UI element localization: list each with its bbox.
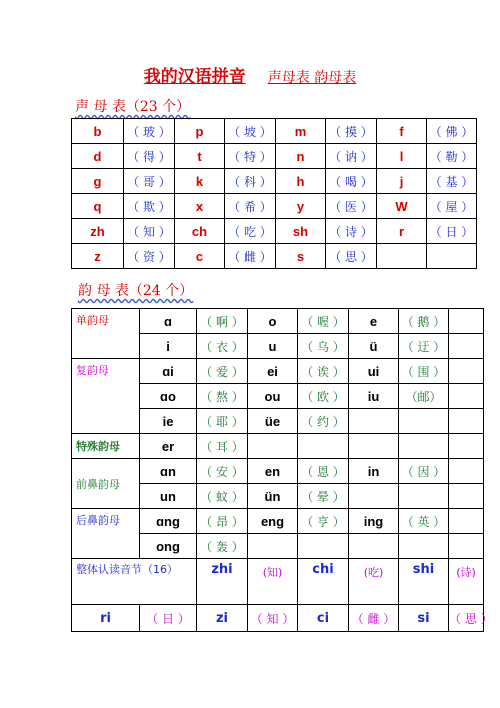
hanzi-cell: （ 诶 ） bbox=[298, 359, 349, 384]
hanzi-cell: （ 日 ） bbox=[140, 605, 197, 632]
pinyin-cell: l bbox=[377, 144, 427, 169]
yunmu-table bbox=[71, 308, 493, 632]
pinyin-cell: sh bbox=[276, 219, 326, 244]
pinyin-cell: q bbox=[72, 194, 124, 219]
hanzi-cell bbox=[399, 534, 449, 559]
table-row bbox=[72, 169, 477, 194]
pinyin-cell: ɑi bbox=[140, 359, 197, 384]
pinyin-cell: zhi bbox=[197, 559, 248, 605]
pinyin-cell: üe bbox=[248, 409, 298, 434]
hanzi-cell: （ 爱 ） bbox=[197, 359, 248, 384]
hanzi-cell: （ 日 ） bbox=[427, 219, 477, 244]
hanzi-cell: （ 衣 ） bbox=[197, 334, 248, 359]
pinyin-cell: b bbox=[72, 119, 124, 144]
pinyin-cell: s bbox=[276, 244, 326, 269]
hanzi-cell: （ 思 ） bbox=[449, 605, 484, 632]
hanzi-cell: （ 乌 ） bbox=[298, 334, 349, 359]
pinyin-cell: chi bbox=[298, 559, 349, 605]
pinyin-cell: eng bbox=[248, 509, 298, 534]
hanzi-cell: （ 诗 ） bbox=[326, 219, 377, 244]
hanzi-cell: （ 知 ） bbox=[248, 605, 298, 632]
page-title bbox=[0, 62, 500, 87]
empty-cell bbox=[449, 509, 484, 534]
table-row bbox=[72, 559, 484, 605]
pinyin-cell: m bbox=[276, 119, 326, 144]
pinyin-cell: f bbox=[377, 119, 427, 144]
table-row bbox=[72, 459, 484, 484]
hanzi-cell bbox=[298, 434, 349, 459]
hanzi-cell: （ 希 ） bbox=[225, 194, 276, 219]
pinyin-cell bbox=[349, 409, 399, 434]
hanzi-cell: （ 啊 ） bbox=[197, 309, 248, 334]
pinyin-cell bbox=[248, 434, 298, 459]
hanzi-cell: （ 因 ） bbox=[399, 459, 449, 484]
pinyin-cell: e bbox=[349, 309, 399, 334]
hanzi-cell: (吃) bbox=[349, 559, 399, 605]
shengmu-title: 声 母 表（23 个） bbox=[75, 99, 191, 115]
hanzi-cell: （ 屋 ） bbox=[427, 194, 477, 219]
hanzi-cell: （ 得 ） bbox=[124, 144, 175, 169]
hanzi-cell: （邮） bbox=[399, 384, 449, 409]
hanzi-cell: （ 基 ） bbox=[427, 169, 477, 194]
pinyin-cell: r bbox=[377, 219, 427, 244]
pinyin-cell: ɑn bbox=[140, 459, 197, 484]
hanzi-cell bbox=[427, 244, 477, 269]
pinyin-cell: u bbox=[248, 334, 298, 359]
yunmu-title: 韵 母 表（24 个） bbox=[78, 283, 194, 299]
group-label: 单韵母 bbox=[72, 309, 140, 359]
hanzi-cell: （ 讷 ） bbox=[326, 144, 377, 169]
hanzi-cell: （ 吃 ） bbox=[225, 219, 276, 244]
pinyin-cell: si bbox=[399, 605, 449, 632]
hanzi-cell: （ 欧 ） bbox=[298, 384, 349, 409]
hanzi-cell: （ 欺 ） bbox=[124, 194, 175, 219]
pinyin-cell: ei bbox=[248, 359, 298, 384]
hanzi-cell: (知) bbox=[248, 559, 298, 605]
pinyin-cell: ong bbox=[140, 534, 197, 559]
pinyin-cell: k bbox=[175, 169, 225, 194]
hanzi-cell: （ 轰 ） bbox=[197, 534, 248, 559]
table-row bbox=[72, 509, 484, 534]
group-label: 复韵母 bbox=[72, 359, 140, 434]
hanzi-cell: （ 蚊 ） bbox=[197, 484, 248, 509]
hanzi-cell: （ 亨 ） bbox=[298, 509, 349, 534]
table-row bbox=[72, 194, 477, 219]
hanzi-cell: （ 坡 ） bbox=[225, 119, 276, 144]
hanzi-cell: （ 熬 ） bbox=[197, 384, 248, 409]
hanzi-cell: （ 玻 ） bbox=[124, 119, 175, 144]
pinyin-cell: er bbox=[140, 434, 197, 459]
pinyin-cell: ui bbox=[349, 359, 399, 384]
hanzi-cell: （ 安 ） bbox=[197, 459, 248, 484]
pinyin-cell: ri bbox=[72, 605, 140, 632]
table-row bbox=[72, 359, 484, 384]
table-row bbox=[72, 144, 477, 169]
empty-cell bbox=[449, 334, 484, 359]
pinyin-cell: ün bbox=[248, 484, 298, 509]
hanzi-cell: （ 喝 ） bbox=[326, 169, 377, 194]
pinyin-cell: z bbox=[72, 244, 124, 269]
hanzi-cell: （ 耶 ） bbox=[197, 409, 248, 434]
table-row bbox=[72, 434, 484, 459]
pinyin-cell: j bbox=[377, 169, 427, 194]
group-label: 前鼻韵母 bbox=[72, 459, 140, 509]
hanzi-cell: （ 耳 ） bbox=[197, 434, 248, 459]
empty-cell bbox=[449, 384, 484, 409]
table-row bbox=[72, 119, 477, 144]
empty-cell bbox=[449, 409, 484, 434]
pinyin-cell: shi bbox=[399, 559, 449, 605]
hanzi-cell: （ 恩 ） bbox=[298, 459, 349, 484]
title-main: 我的汉语拼音 bbox=[143, 67, 246, 87]
table-row bbox=[72, 605, 484, 632]
group-label: 后鼻韵母 bbox=[72, 509, 140, 559]
empty-cell bbox=[449, 359, 484, 384]
pinyin-cell: ɑ bbox=[140, 309, 197, 334]
pinyin-cell: en bbox=[248, 459, 298, 484]
empty-cell bbox=[449, 309, 484, 334]
pinyin-cell: ɑng bbox=[140, 509, 197, 534]
hanzi-cell: （ 约 ） bbox=[298, 409, 349, 434]
table-row bbox=[72, 309, 484, 334]
pinyin-cell: in bbox=[349, 459, 399, 484]
hanzi-cell: （ 昂 ） bbox=[197, 509, 248, 534]
hanzi-cell: (诗) bbox=[449, 559, 484, 605]
hanzi-cell: （ 鹅 ） bbox=[399, 309, 449, 334]
hanzi-cell bbox=[399, 484, 449, 509]
pinyin-cell bbox=[248, 534, 298, 559]
hanzi-cell: （ 英 ） bbox=[399, 509, 449, 534]
hanzi-cell: （ 知 ） bbox=[124, 219, 175, 244]
pinyin-cell bbox=[349, 534, 399, 559]
pinyin-cell: ü bbox=[349, 334, 399, 359]
empty-cell bbox=[449, 459, 484, 484]
group-label: 特殊韵母 bbox=[72, 434, 140, 459]
pinyin-cell: o bbox=[248, 309, 298, 334]
table-row bbox=[72, 219, 477, 244]
pinyin-cell: y bbox=[276, 194, 326, 219]
hanzi-cell: （ 雌 ） bbox=[349, 605, 399, 632]
pinyin-cell: ing bbox=[349, 509, 399, 534]
pinyin-cell: t bbox=[175, 144, 225, 169]
hanzi-cell: （ 围 ） bbox=[399, 359, 449, 384]
hanzi-cell: （ 迂 ） bbox=[399, 334, 449, 359]
hanzi-cell: （ 佛 ） bbox=[427, 119, 477, 144]
title-sub: 声母表 韵母表 bbox=[267, 70, 357, 86]
hanzi-cell: （ 喔 ） bbox=[298, 309, 349, 334]
pinyin-cell: ie bbox=[140, 409, 197, 434]
hanzi-cell bbox=[399, 434, 449, 459]
pinyin-cell: p bbox=[175, 119, 225, 144]
hanzi-cell: （ 雌 ） bbox=[225, 244, 276, 269]
hanzi-cell: （ 医 ） bbox=[326, 194, 377, 219]
hanzi-cell: （ 科 ） bbox=[225, 169, 276, 194]
pinyin-cell: iu bbox=[349, 384, 399, 409]
empty-cell bbox=[449, 434, 484, 459]
shengmu-table bbox=[71, 118, 477, 269]
pinyin-cell: ch bbox=[175, 219, 225, 244]
group-label: 整体认读音节（16） bbox=[72, 559, 197, 605]
pinyin-cell: c bbox=[175, 244, 225, 269]
table-row bbox=[72, 244, 477, 269]
pinyin-cell: ɑo bbox=[140, 384, 197, 409]
pinyin-cell: n bbox=[276, 144, 326, 169]
hanzi-cell: （ 资 ） bbox=[124, 244, 175, 269]
pinyin-cell: x bbox=[175, 194, 225, 219]
pinyin-cell: W bbox=[377, 194, 427, 219]
pinyin-cell: un bbox=[140, 484, 197, 509]
empty-cell bbox=[449, 484, 484, 509]
hanzi-cell bbox=[399, 409, 449, 434]
hanzi-cell bbox=[298, 534, 349, 559]
hanzi-cell: （ 特 ） bbox=[225, 144, 276, 169]
pinyin-cell: ou bbox=[248, 384, 298, 409]
pinyin-cell bbox=[349, 484, 399, 509]
empty-cell bbox=[449, 534, 484, 559]
pinyin-cell: zi bbox=[197, 605, 248, 632]
pinyin-cell: h bbox=[276, 169, 326, 194]
pinyin-cell: zh bbox=[72, 219, 124, 244]
pinyin-cell: i bbox=[140, 334, 197, 359]
pinyin-cell bbox=[349, 434, 399, 459]
pinyin-cell bbox=[377, 244, 427, 269]
pinyin-cell: g bbox=[72, 169, 124, 194]
pinyin-cell: d bbox=[72, 144, 124, 169]
hanzi-cell: （ 摸 ） bbox=[326, 119, 377, 144]
hanzi-cell: （ 思 ） bbox=[326, 244, 377, 269]
hanzi-cell: （ 哥 ） bbox=[124, 169, 175, 194]
pinyin-cell: ci bbox=[298, 605, 349, 632]
hanzi-cell: （ 勒 ） bbox=[427, 144, 477, 169]
hanzi-cell: （ 晕 ） bbox=[298, 484, 349, 509]
